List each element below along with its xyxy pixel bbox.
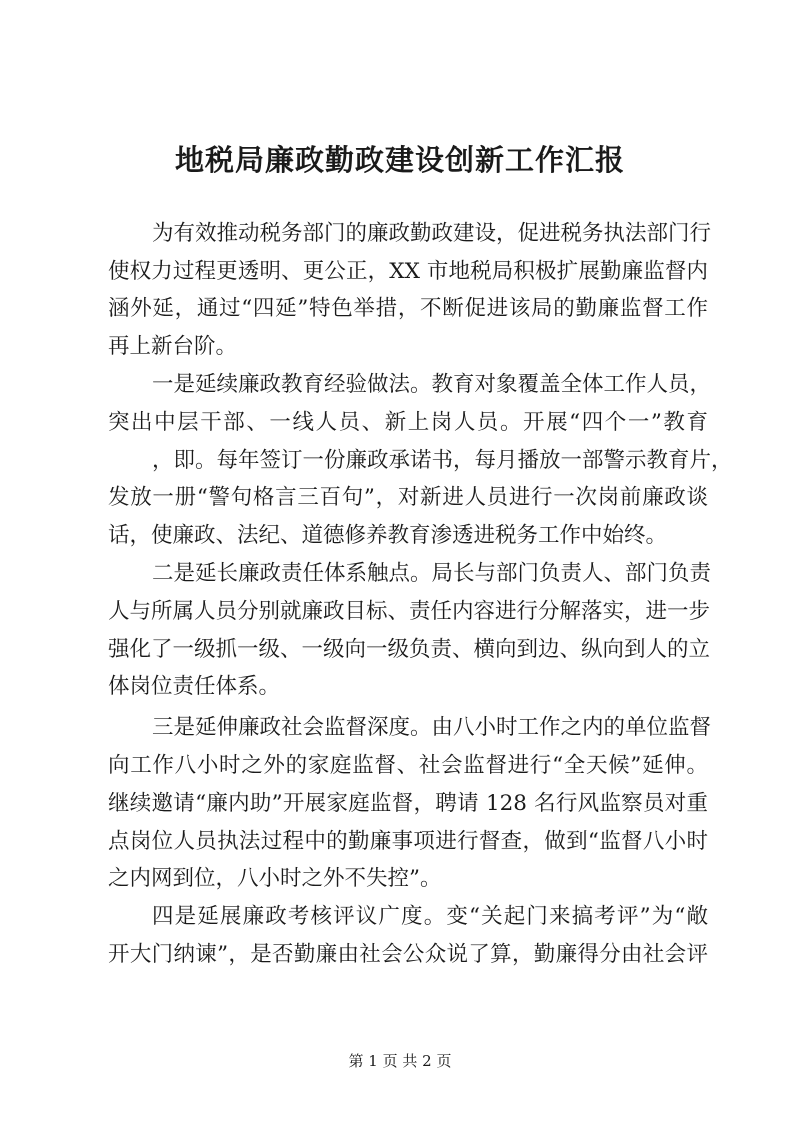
text-line: 开大门纳谏”，是否勤廉由社会公众说了算，勤廉得分由社会评 [108,942,708,967]
text-line: 再上新台阶。 [108,334,238,359]
text-line: 话，使廉政、法纪、道德修养教育渗透进税务工作中始终。 [108,523,668,548]
text-line: 涵外延，通过“四延”特色举措，不断促进该局的勤廉监督工作 [108,296,708,321]
text-line: 点岗位人员执法过程中的勤廉事项进行督查，做到“监督八小时 [108,829,708,854]
text-line: 继续邀请“廉内助”开展家庭监督，聘请 128 名行风监察员对重 [108,791,708,816]
text-line: 向工作八小时之外的家庭监督、社会监督进行“全天候”延伸。 [108,753,708,778]
text-line: 突出中层干部、一线人员、新上岗人员。开展“四个一”教育 [108,410,708,435]
page-footer: 第 1 页 共 2 页 [348,1052,452,1070]
text-line: 二是延长廉政责任体系触点。局长与部门负责人、部门负责 [152,561,712,586]
text-line: 强化了一级抓一级、一级向一级负责、横向到边、纵向到人的立 [108,637,711,662]
text-line: 之内网到位，八小时之外不失控”。 [108,866,442,891]
text-line: 体岗位责任体系。 [108,674,281,699]
text-line: 发放一册“警句格言三百句”，对新进人员进行一次岗前廉政谈 [108,485,708,510]
text-line: 为有效推动税务部门的廉政勤政建设，促进税务执法部门行 [152,221,712,246]
text-line: 一是延续廉政教育经验做法。教育对象覆盖全体工作人员， [152,372,712,397]
text-line: 使权力过程更透明、更公正，XX 市地税局积极扩展勤廉监督内 [108,259,708,284]
text-line: ，即。每年签订一份廉政承诺书，每月播放一部警示教育片， [152,448,733,473]
text-line: 四是延展廉政考核评议广度。变“关起门来搞考评”为“敞 [152,904,708,929]
text-line: 人与所属人员分别就廉政目标、责任内容进行分解落实，进一步 [108,599,711,624]
text-line: 三是延伸廉政社会监督深度。由八小时工作之内的单位监督 [152,715,712,740]
page-title: 地税局廉政勤政建设创新工作汇报 [174,143,625,177]
